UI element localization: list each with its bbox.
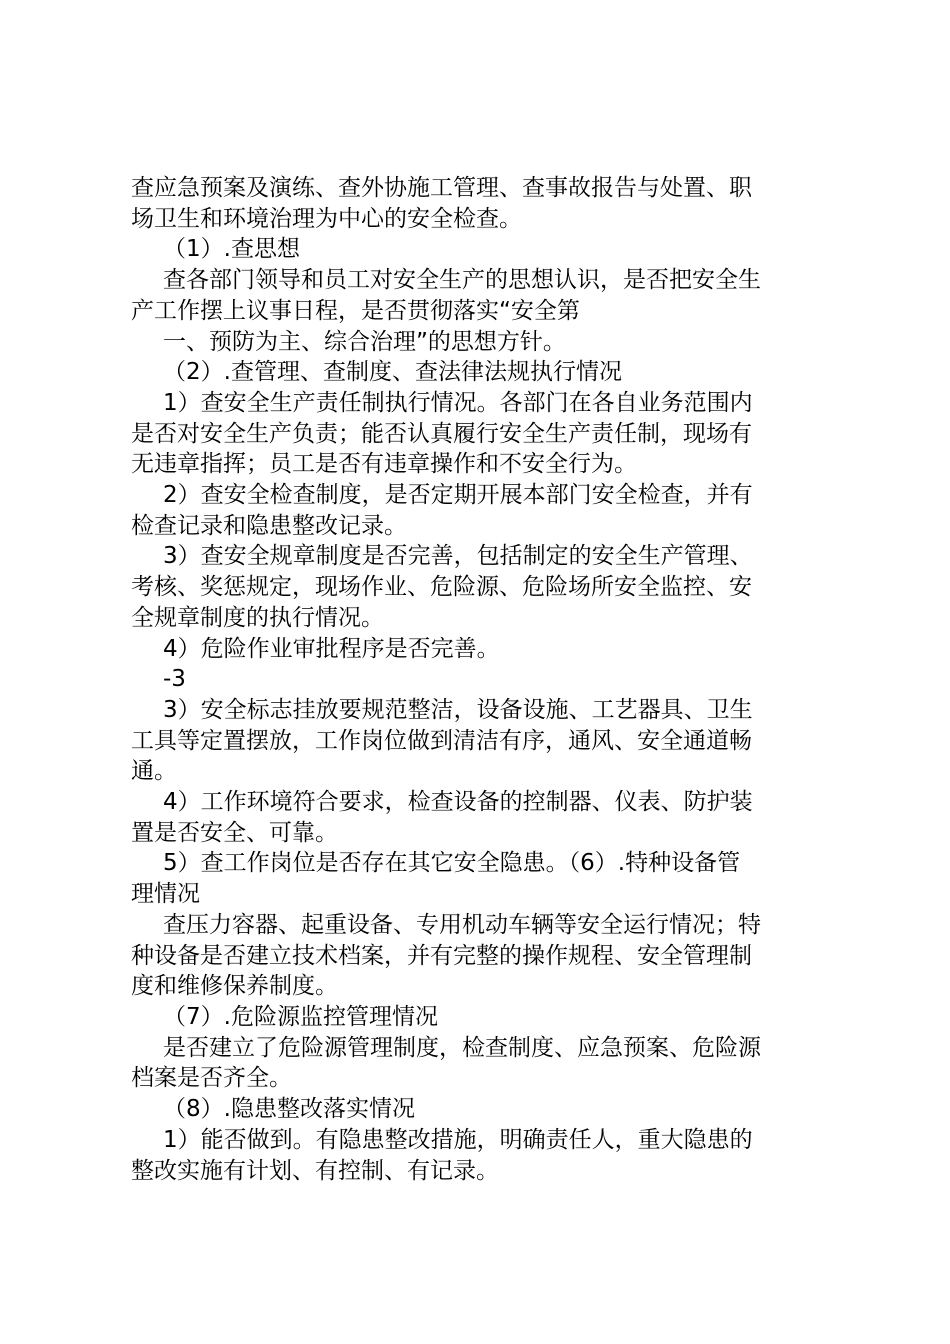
- text-line: 5）查工作岗位是否存在其它安全隐患。（6）.特种设备管: [163, 850, 741, 877]
- text-line: 一、预防为主、综合治理”的思想方针。: [163, 328, 566, 355]
- text-line: 无违章指挥；员工是否有违章操作和不安全行为。: [131, 451, 637, 478]
- page-number: -3: [163, 666, 186, 693]
- text-line: 4）工作环境符合要求，检查设备的控制器、仪表、防护装: [163, 789, 753, 816]
- text-line: 查各部门领导和员工对安全生产的思想认识，是否把安全生: [163, 267, 761, 294]
- text-line: 档案是否齐全。: [131, 1065, 292, 1092]
- section-heading: （7）.危险源监控管理情况: [163, 1003, 438, 1030]
- text-line: 理情况: [131, 881, 200, 908]
- text-line: 检查记录和隐患整改记录。: [131, 512, 407, 539]
- text-line: 1）能否做到。有隐患整改措施，明确责任人，重大隐患的: [163, 1126, 753, 1153]
- text-line: 是否建立了危险源管理制度，检查制度、应急预案、危险源: [163, 1034, 761, 1061]
- section-heading: （2）.查管理、查制度、查法律法规执行情况: [163, 359, 622, 386]
- text-line: 工具等定置摆放，工作岗位做到清洁有序，通风、安全通道畅: [131, 727, 752, 754]
- section-heading: （8）.隐患整改落实情况: [163, 1096, 415, 1123]
- text-line: 考核、奖惩规定，现场作业、危险源、危险场所安全监控、安: [131, 574, 752, 601]
- text-line: 置是否安全、可靠。: [131, 819, 338, 846]
- text-line: 全规章制度的执行情况。: [131, 604, 384, 631]
- section-heading: （1）.查思想: [163, 236, 300, 263]
- text-line: 通。: [131, 758, 177, 785]
- text-line: 种设备是否建立技术档案，并有完整的操作规程、安全管理制: [131, 942, 752, 969]
- text-line: 场卫生和环境治理为中心的安全检查。: [131, 205, 522, 232]
- text-line: 1）查安全生产责任制执行情况。各部门在各自业务范围内: [163, 389, 753, 416]
- document-body: [131, 173, 831, 1186]
- text-line: 度和维修保养制度。: [131, 973, 338, 1000]
- text-line: 3）安全标志挂放要规范整洁，设备设施、工艺器具、卫生: [163, 696, 753, 723]
- text-line: 产工作摆上议事日程，是否贯彻落实“安全第: [131, 297, 580, 324]
- text-line: 整改实施有计划、有控制、有记录。: [131, 1157, 499, 1184]
- text-line: 4）危险作业审批程序是否完善。: [163, 635, 500, 662]
- text-line: 3）查安全规章制度是否完善，包括制定的安全生产管理、: [163, 543, 753, 570]
- text-line: 查应急预案及演练、查外协施工管理、查事故报告与处置、职: [131, 175, 752, 201]
- text-line: 查压力容器、起重设备、专用机动车辆等安全运行情况；特: [163, 911, 761, 938]
- text-line: 是否对安全生产负责；能否认真履行安全生产责任制，现场有: [131, 420, 752, 447]
- text-line: 2）查安全检查制度，是否定期开展本部门安全检查，并有: [163, 482, 753, 509]
